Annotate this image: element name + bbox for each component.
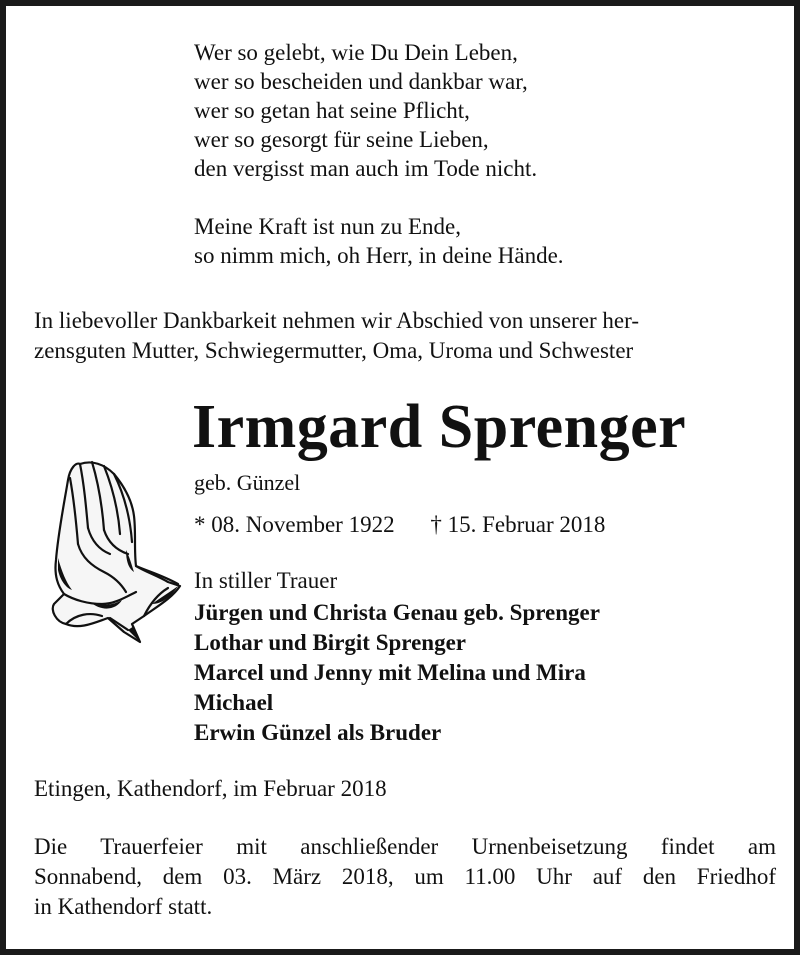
funeral-line: Die Trauerfeier mit anschließender Urnenbeisetzung findet am xyxy=(34,834,776,859)
mourners-intro: In stiller Trauer xyxy=(194,568,338,593)
intro-line: zensguten Mutter, Schwiegermutter, Oma, Uroma und Schwester xyxy=(34,338,634,363)
poem-line: wer so getan hat seine Pflicht, xyxy=(194,98,470,123)
mourner-name: Lothar und Birgit Sprenger xyxy=(194,630,466,655)
funeral-line: in Kathendorf statt. xyxy=(34,894,213,919)
maiden-name: geb. Günzel xyxy=(194,470,301,495)
death-date: † 15. Februar 2018 xyxy=(430,512,606,537)
mourner-name: Jürgen und Christa Genau geb. Sprenger xyxy=(194,600,600,625)
obituary-notice xyxy=(6,6,794,949)
mourner-name: Marcel und Jenny mit Melina und Mira xyxy=(194,660,586,685)
poem-stanza-2 xyxy=(194,212,564,270)
funeral-info xyxy=(34,832,776,922)
life-dates xyxy=(194,512,605,538)
mourners-list xyxy=(194,598,600,748)
deceased-name: Irmgard Sprenger xyxy=(192,393,687,461)
poem-line: wer so gesorgt für seine Lieben, xyxy=(194,127,489,152)
funeral-line: Sonnabend, dem 03. März 2018, um 11.00 Uhr auf den Friedhof xyxy=(34,864,776,889)
mourner-name: Michael xyxy=(194,690,274,715)
intro-line: In liebevoller Dankbarkeit nehmen wir Abschied von unserer her- xyxy=(34,308,639,333)
poem-line: Wer so gelebt, wie Du Dein Leben, xyxy=(194,40,518,65)
poem-line: so nimm mich, oh Herr, in deine Hände. xyxy=(194,243,564,268)
poem-line: den vergisst man auch im Tode nicht. xyxy=(194,156,538,181)
poem-stanza-1 xyxy=(194,38,537,183)
place-and-date: Etingen, Kathendorf, im Februar 2018 xyxy=(34,776,387,801)
poem-line: Meine Kraft ist nun zu Ende, xyxy=(194,214,461,239)
praying-hands-icon xyxy=(40,454,185,646)
poem-line: wer so bescheiden und dankbar war, xyxy=(194,69,528,94)
mourner-name: Erwin Günzel als Bruder xyxy=(194,720,442,745)
intro-text xyxy=(34,306,774,366)
birth-date: * 08. November 1922 xyxy=(194,512,395,537)
